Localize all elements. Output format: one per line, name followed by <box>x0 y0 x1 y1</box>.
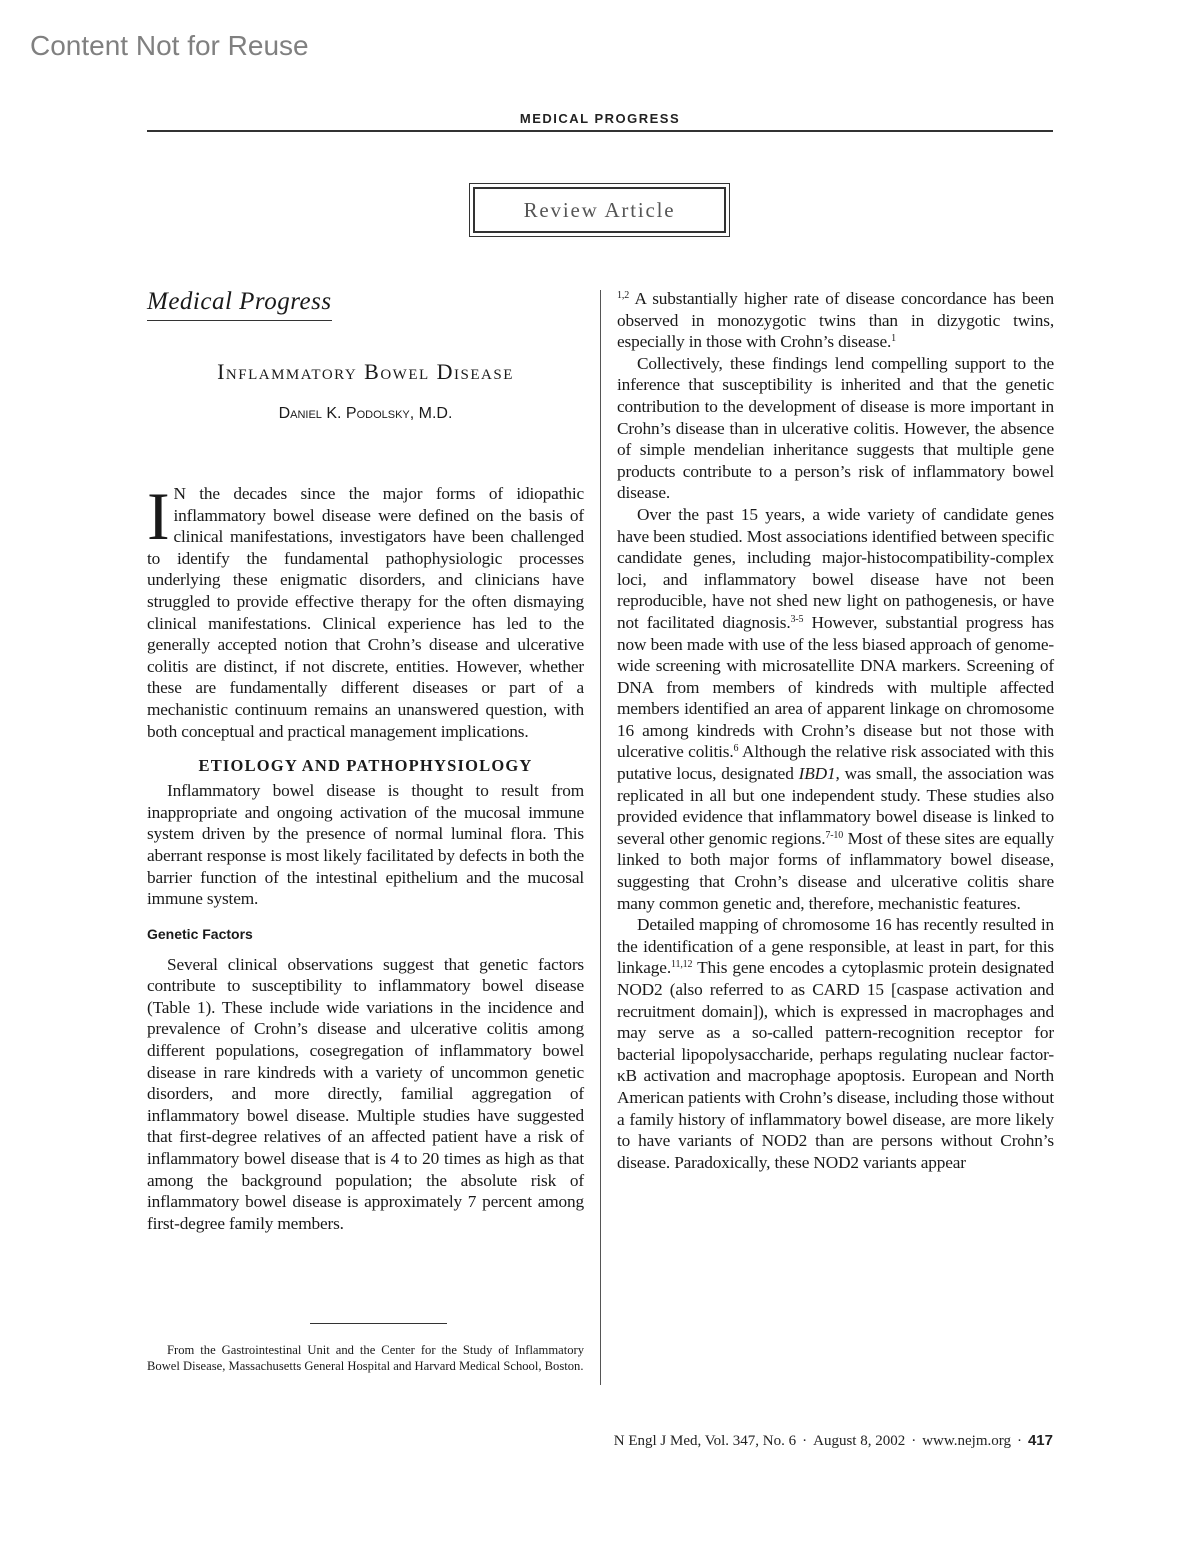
right-column <box>617 288 1054 1173</box>
column-divider <box>600 290 601 1385</box>
affiliation-footnote: From the Gastrointestinal Unit and the Center for the Study of Inflammatory Bowel Disease, Massachusetts General Hospital and Harvard Medical School, Boston. <box>147 1343 584 1373</box>
footer-separator: · <box>1016 1433 1022 1449</box>
text-run: Most of these sites are equally linked to both major forms of inflammatory bowel disease, suggesting that Crohn’s disease and ulcerative colitis share many common genetic and, therefore, mechanistic features. <box>617 828 1054 913</box>
article-title: Inflammatory Bowel Disease <box>217 359 514 384</box>
genetic-paragraph-continued <box>617 288 1054 353</box>
page-number: 417 <box>1027 1432 1053 1449</box>
footnote-rule <box>310 1323 447 1324</box>
text-run: This gene encodes a cytoplasmic protein designated NOD2 (also referred to as CARD 15 [caspase activation and recruitment domain]), which is expressed in macrophages and may serve as a so-called pattern-recognition receptor for bacterial lipopolysaccharide, perhaps regulating nuclear factor-κB activation and macrophage apoptosis. European and North American patients with Crohn’s disease, including those without a family history of inflammatory bowel disease, are more likely to have variants of NOD2 than are persons without Crohn’s disease. Paradoxically, these NOD2 variants appear <box>617 958 1054 1172</box>
intro-text: N the decades since the major forms of idiopathic inflammatory bowel disease were defined on the basis of clinical manifestations, investigators have been challenged to identify the fundamental pathophysiologic processes underlying these enigmatic disorders, and clinicians have struggled to provide effective therapy for the often dismaying clinical manifestations. Clinical experience has led to the generally accepted notion that Crohn’s disease and ulcerative colitis are distinct, if not discrete, entities. However, whether these are fundamentally different diseases or part of a mechanistic continuum remains an unanswered question, with both conceptual and practical management implications. <box>147 484 584 741</box>
genetic-paragraph: Several clinical observations suggest that genetic factors contribute to susceptibility to inflammatory bowel disease (Table 1). These include wide variations in the incidence and prevalence of Crohn’s disease and ulcerative colitis among different populations, cosegregation of inflammatory bowel disease in rare kindreds with a variety of uncommon genetic disorders, and more directly, familial aggregation of inflammatory bowel disease. Multiple studies have suggested that first-degree relatives of an affected patient have a risk of inflammatory bowel disease that is 4 to 20 times as high as that among the background population; the absolute risk of inflammatory bowel disease is approximately 7 percent among first-degree family members. <box>147 954 584 1233</box>
text-run: However, substantial progress has now been made with use of the less biased approach of genome-wide screening with microsatellite DNA markers. Screening of DNA from members of kindreds with multiple affected members identified an area of apparent linkage on chromosome 16 among kindreds with Crohn’s disease but not those with ulcerative colitis. <box>617 612 1055 762</box>
subheading-genetic-factors: Genetic Factors <box>147 925 253 942</box>
intro-paragraph <box>147 478 584 742</box>
watermark: Content Not for Reuse <box>30 30 309 61</box>
candidate-genes-paragraph <box>617 504 1054 914</box>
locus-name: IBD1, <box>798 764 840 784</box>
header-rule <box>147 130 1053 132</box>
genetic-continued-text: A substantially higher rate of disease concordance has been observed in monozygotic twins than in dizygotic twins, especially in those with Crohn’s disease. <box>617 289 1054 352</box>
journal-url: www.nejm.org <box>922 1433 1011 1449</box>
footer-separator: · <box>802 1433 808 1449</box>
section-label: Medical Progress <box>147 288 332 321</box>
collective-paragraph: Collectively, these findings lend compelling support to the inference that susceptibility is inherited and that the genetic contribution to the development of disease is more important in Crohn’s disease than in ulcerative colitis. However, the absence of simple mendelian inheritance suggests that multiple gene products contribute to a person’s risk of inflammatory bowel disease. <box>617 353 1054 503</box>
journal-citation: N Engl J Med, Vol. 347, No. 6 <box>613 1433 797 1449</box>
text-run: was small, the association was replicated in all but one independent study. These studies also provided evidence that inflammatory bowel disease is linked to several other genomic regions. <box>617 764 1054 848</box>
article-type-label: Review Article <box>473 187 726 233</box>
author-byline: Daniel K. Podolsky, M.D. <box>278 405 453 422</box>
issue-date: August 8, 2002 <box>813 1433 906 1449</box>
reference-marker: 6 <box>733 743 739 755</box>
running-head: MEDICAL PROGRESS <box>519 111 681 126</box>
text-run: Detailed mapping of chromosome 16 has recently resulted in the identification of a gene responsible, at least in part, for this linkage. <box>617 915 1054 978</box>
page-footer <box>614 1432 1053 1450</box>
section-heading-etiology: ETIOLOGY AND PATHOPHYSIOLOGY <box>198 756 533 776</box>
reference-marker: 1 <box>891 333 896 345</box>
footer-separator: · <box>911 1433 917 1449</box>
article-type-box <box>469 183 730 237</box>
drop-cap: I <box>147 478 170 554</box>
reference-marker: 7-10 <box>825 829 844 841</box>
etiology-paragraph: Inflammatory bowel disease is thought to result from inappropriate and ongoing activation of the mucosal immune system driven by the presence of normal luminal flora. This aberrant response is most likely facilitated by defects in both the barrier function of the intestinal epithelium and the mucosal immune system. <box>147 781 584 909</box>
text-run: Although the relative risk associated with this putative locus, designated <box>617 742 1054 784</box>
reference-marker: 11,12 <box>671 959 693 971</box>
reference-marker: 3-5 <box>790 613 804 625</box>
text-run: Over the past 15 years, a wide variety of candidate genes have been studied. Most associations identified between specific candidate genes, including major-histocompatibility-complex loci, and inflammatory bowel disease have not been reproducible, have not shed new light on pathogenesis, or have not facilitated diagnosis. <box>617 504 1054 632</box>
reference-marker: 1,2 <box>617 290 630 301</box>
left-column <box>147 288 584 1234</box>
mapping-paragraph <box>617 914 1054 1173</box>
